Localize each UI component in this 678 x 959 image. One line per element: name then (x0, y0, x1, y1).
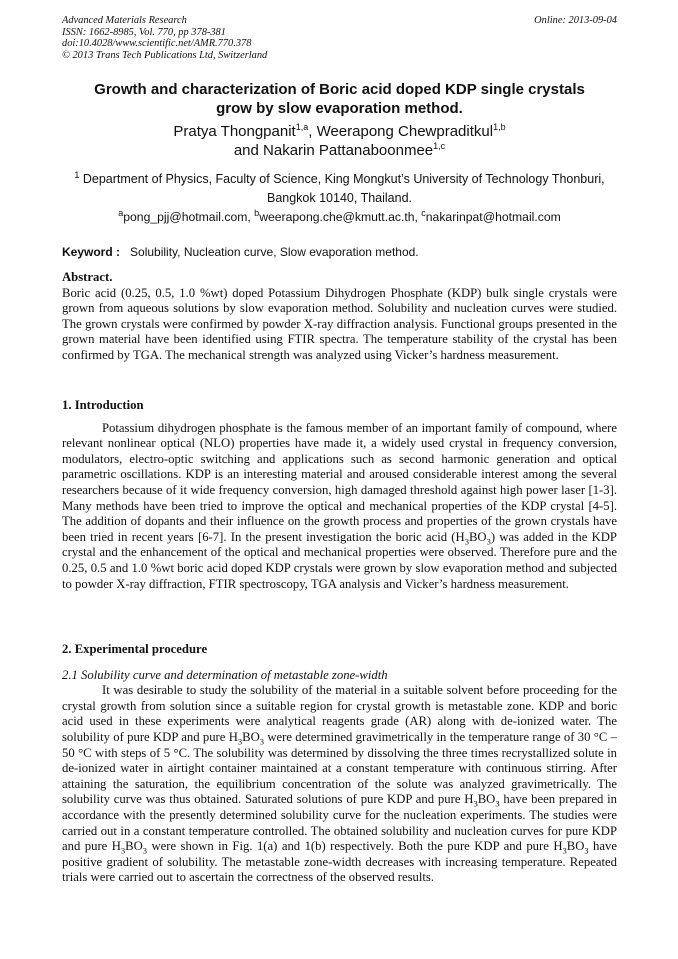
keywords-label: Keyword : (62, 245, 121, 259)
author-list (62, 122, 617, 160)
keywords-text: Solubility, Nucleation curve, Slow evaporation method. (130, 245, 419, 259)
experimental-paragraph: It was desirable to study the solubility of the material in a suitable solvent before proceeding for the crystal growth from solution since a suitable region for crystal growth is metastable zone. KDP and boric acid used in these experiments were analytical reagents grade (AR) along with de-ionized water. The solubility of pure KDP and pure $H_3BO_3$ were determined gravimetrically in the temperature range of 30 °C – 50 °C with steps of 5 °C. The solubility was determined by dissolving the three times recrystallized solute in de-ionized water in airtight container maintained at a constant temperature with continuous stirring. After attaining the saturation, the equilibrium concentration of the solute was analyzed gravimetrically. The solubility curve was thus obtained. Saturated solutions of pure KDP and pure $H_3BO_3$ have been prepared in accordance with the presently determined solubility curve for the nucleation experiments. The studies were carried out in a constant temperature controlled. The obtained solubility and nucleation curves for pure KDP and pure $H_3BO_3$ were shown in Fig. 1(a) and 1(b) respectively. Both the pure KDP and pure $H_3BO_3$ have positive gradient of solubility. The metastable zone-width decreases with increasing temperature. Repeated trials were carried out to ascertain the correctness of the observed results. (62, 683, 617, 885)
doi-line: doi:10.4028/www.scientific.net/AMR.770.378 (62, 38, 252, 50)
author-joiner: and (233, 142, 264, 159)
affiliation-sup: 1 (74, 169, 80, 180)
online-date: Online: 2013-09-04 (534, 15, 617, 26)
affiliation-line-1: $^1$ Department of Physics, Faculty of Science, King Mongkut’s University of Technology Thonburi, (74, 169, 605, 186)
publication-header (62, 15, 617, 61)
experimental-heading: 2. Experimental procedure (62, 642, 208, 656)
author-3-sup: 1,c (433, 141, 446, 151)
copyright-line: © 2013 Trans Tech Publications Ltd, Switzerland (62, 49, 268, 61)
email-list (62, 209, 617, 225)
issn-line: ISSN: 1662-8985, Vol. 770, pp 378-381 (62, 26, 226, 38)
author-separator: , (308, 123, 317, 140)
email-c-sup: c (421, 207, 426, 218)
email-b: weerapong.che@kmutt.ac.th, (259, 210, 422, 224)
author-1-sup: 1,a (295, 122, 309, 132)
experimental-subheading: 2.1 Solubility curve and determination of metastable zone-width (62, 667, 388, 682)
email-b-sup: b (254, 207, 260, 218)
title-line-2: grow by slow evaporation method. (216, 100, 463, 117)
abstract-text: Boric acid (0.25, 0.5, 1.0 %wt) doped Potassium Dihydrogen Phosphate (KDP) bulk single crystals were grown from aqueous solutions by slow evaporation method. Solubility and nucleation curves were studied. The grown crystals were confirmed by powder X-ray diffraction analysis. Functional groups presented in the grown material have been identified using FTIR spectra. The temperature stability of the crystal has been confirmed by TGA. The mechanical strength was analyzed using Vicker’s hardness measurement. (62, 285, 617, 362)
affiliation-line-2: Bangkok 10140, Thailand. (266, 191, 413, 205)
keywords (62, 244, 617, 260)
author-line-2 (62, 141, 617, 160)
author-3-name: Nakarin Pattanaboonmee (263, 142, 434, 159)
email-a: pong_pjj@hotmail.com, (123, 210, 255, 224)
abstract-heading: Abstract. (62, 270, 113, 284)
introduction-section (62, 398, 617, 592)
introduction-heading: 1. Introduction (62, 398, 144, 412)
paper-title (62, 80, 617, 118)
email-c: nakarinpat@hotmail.com (425, 210, 561, 224)
affiliation (62, 170, 617, 208)
title-line-1: Growth and characterization of Boric acid doped KDP single crystals (94, 81, 585, 98)
experimental-section (62, 642, 617, 886)
author-2-name: Weerapong Chewpraditkul (316, 123, 494, 140)
journal-name: Advanced Materials Research (62, 15, 187, 26)
author-line-1 (62, 122, 617, 141)
introduction-paragraph: Potassium dihydrogen phosphate is the famous member of an important family of compound, where relevant nonlinear optical (NLO) properties have made it, a widely used crystal in frequency conversion, modulators, electro-optic switching and applications such as second harmonic generation and optical parametric oscillations. KDP is an interesting material and aroused considerable interest among the several researchers because of it wide frequency conversion, high damaged threshold against high power laser [1-3]. Many methods have been tried to improve the optical and mechanical properties of the KDP crystal [4-5]. The addition of dopants and their influence on the growth process and properties of the grown crystals have been tried in recent years [6-7]. In the present investigation the boric acid $(H_3BO_3)$ was added in the KDP crystal and the enhancement of the optical and mechanical properties were observed. Therefore pure and the 0.25, 0.5 and 1.0 %wt boric acid doped KDP crystals were grown by slow evaporation method and subjected to powder X-ray diffraction, FTIR spectroscopy, TGA analysis and Vicker’s hardness measurement. (62, 420, 617, 591)
author-2-sup: 1,b (493, 122, 506, 132)
email-a-sup: a (118, 207, 124, 218)
abstract-section (62, 270, 617, 364)
author-1-name: Pratya Thongpanit (173, 123, 296, 140)
